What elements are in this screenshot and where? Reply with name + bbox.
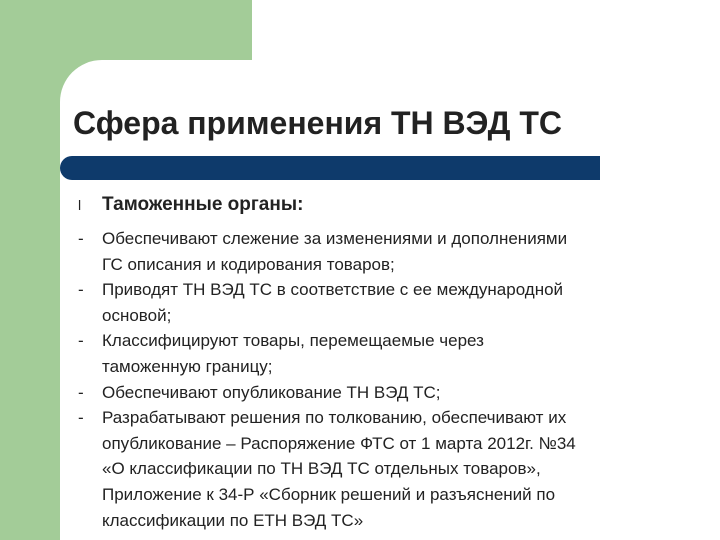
list-item — [78, 328, 678, 379]
dash-marker: - — [78, 280, 84, 300]
dash-marker: - — [78, 229, 84, 248]
list-item-text: Приводят ТН ВЭД ТС в соответствие с ее международной основой; — [102, 280, 564, 325]
list-item-text: Обеспечивают слежение за изменениями и дополнениями ГС описания и кодирования товаров; — [102, 229, 568, 274]
list-item-text: Разрабатывают решения по толкованию, обеспечивают их опубликование – Распоряжение ФТС от 1 марта 2012г. №34 «О классификации по ТН ВЭД ТС отдельных товаров», Приложение к 34-Р «Сборник решений и разъяснений по классификации по ЕТН ВЭД ТС» — [102, 408, 576, 530]
list-item — [78, 405, 678, 533]
duties-list — [78, 226, 678, 533]
title-underline-bar — [60, 156, 600, 180]
slide-title: Сфера применения ТН ВЭД ТС — [73, 105, 562, 141]
bullet-marker: l — [78, 197, 82, 213]
section-heading: Таможенные органы: — [102, 194, 304, 215]
dash-marker: - — [78, 382, 84, 402]
list-item — [78, 226, 678, 277]
dash-marker: - — [78, 331, 84, 351]
dash-marker: - — [78, 408, 84, 428]
list-item-text: Классифицируют товары, перемещаемые через таможенную границу; — [102, 331, 484, 376]
list-item — [78, 277, 678, 328]
list-item — [78, 380, 678, 406]
list-item-text: Обеспечивают опубликование ТН ВЭД ТС; — [102, 382, 441, 402]
